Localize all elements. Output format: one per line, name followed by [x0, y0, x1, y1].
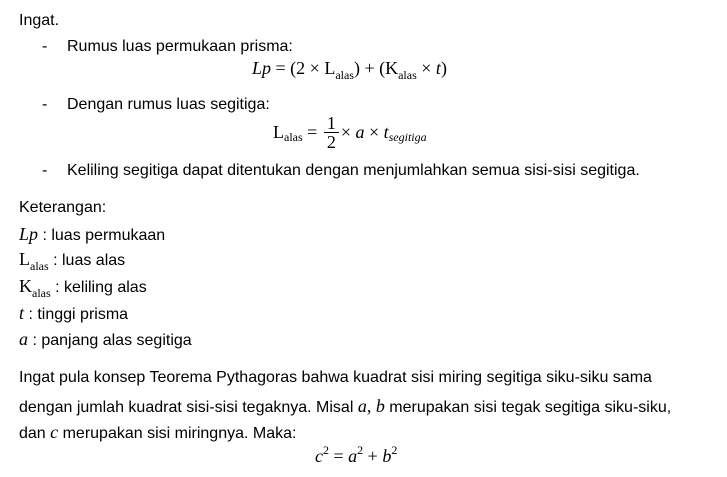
formula-text: ) + (	[353, 58, 386, 78]
formula-subscript: segitiga	[388, 130, 427, 144]
keterangan-symbol: t	[19, 303, 25, 323]
keterangan-symbol: K	[19, 276, 32, 296]
fraction	[324, 114, 339, 151]
keterangan-item	[19, 249, 126, 273]
keterangan-item	[19, 276, 147, 300]
fraction-numerator: 1	[324, 114, 339, 133]
pythagoras-line-3	[19, 422, 296, 443]
formula-symbol: b	[382, 446, 392, 466]
keterangan-title: Keterangan:	[19, 199, 107, 216]
paragraph-variable: c	[50, 422, 59, 442]
formula-surface-area	[252, 58, 447, 82]
pythagoras-line-2	[19, 396, 671, 417]
formula-text: =	[329, 446, 349, 466]
keterangan-desc: : luas permukaan	[38, 227, 166, 244]
formula-symbol: L	[273, 122, 284, 142]
paragraph-text: merupakan sisi tegak segitiga siku-siku,	[384, 399, 672, 416]
formula-superscript: 2	[323, 443, 329, 457]
formula-subscript: alas	[398, 68, 417, 82]
bullet-prism-formula-label: Rumus luas permukaan prisma:	[67, 38, 293, 55]
fraction-denominator: 2	[326, 132, 336, 152]
keterangan-symbol: L	[19, 249, 30, 269]
keterangan-subscript: alas	[30, 259, 49, 273]
formula-symbol: a	[355, 122, 365, 142]
formula-symbol: c	[315, 446, 323, 466]
formula-symbol: Lp	[252, 58, 272, 78]
formula-superscript: 2	[357, 443, 364, 457]
keterangan-item	[19, 329, 192, 350]
keterangan-symbol: a	[19, 329, 28, 349]
formula-symbol: L	[324, 58, 336, 78]
bullet-dash: -	[42, 96, 48, 113]
keterangan-desc: : panjang alas segitiga	[28, 332, 192, 349]
formula-subscript: alas	[284, 130, 303, 144]
formula-text: ×	[364, 122, 384, 142]
keterangan-desc: : tinggi prisma	[24, 306, 129, 323]
formula-text: = (2 ×	[271, 58, 325, 78]
keterangan-symbol: Lp	[19, 224, 39, 244]
formula-text: =	[302, 122, 322, 142]
keterangan-desc: : keliling alas	[50, 279, 147, 296]
keterangan-desc: : luas alas	[48, 252, 126, 269]
bullet-triangle-area-label: Dengan rumus luas segitiga:	[67, 96, 270, 113]
paragraph-variables: a, b	[357, 396, 385, 416]
formula-symbol: t	[435, 58, 441, 78]
formula-superscript: 2	[391, 443, 398, 457]
intro-text: Ingat.	[19, 12, 60, 29]
formula-text: ×	[416, 58, 436, 78]
pythagoras-line-1: Ingat pula konsep Teorema Pythagoras bahwa kuadrat sisi miring segitiga siku-siku sama	[19, 369, 652, 386]
keterangan-item	[19, 224, 165, 245]
bullet-perimeter-text: Keliling segitiga dapat ditentukan dengan menjumlahkan semua sisi-sisi segitiga.	[67, 162, 640, 179]
keterangan-subscript: alas	[32, 286, 51, 300]
bullet-dash: -	[42, 162, 48, 179]
formula-pythagoras	[315, 443, 398, 467]
bullet-dash: -	[42, 38, 48, 55]
paragraph-text: dengan jumlah kuadrat sisi-sisi tegaknya. Misal	[19, 399, 358, 416]
formula-triangle-area	[273, 114, 427, 151]
formula-subscript: alas	[335, 68, 354, 82]
paragraph-text: dan	[19, 425, 51, 442]
formula-text: )	[440, 58, 447, 78]
keterangan-item	[19, 303, 128, 324]
formula-symbol: t	[383, 122, 389, 142]
paragraph-text: merupakan sisi miringnya. Maka:	[58, 425, 297, 442]
formula-symbol: K	[385, 58, 399, 78]
formula-text: ×	[340, 122, 356, 142]
formula-text: +	[363, 446, 383, 466]
formula-symbol: a	[348, 446, 358, 466]
